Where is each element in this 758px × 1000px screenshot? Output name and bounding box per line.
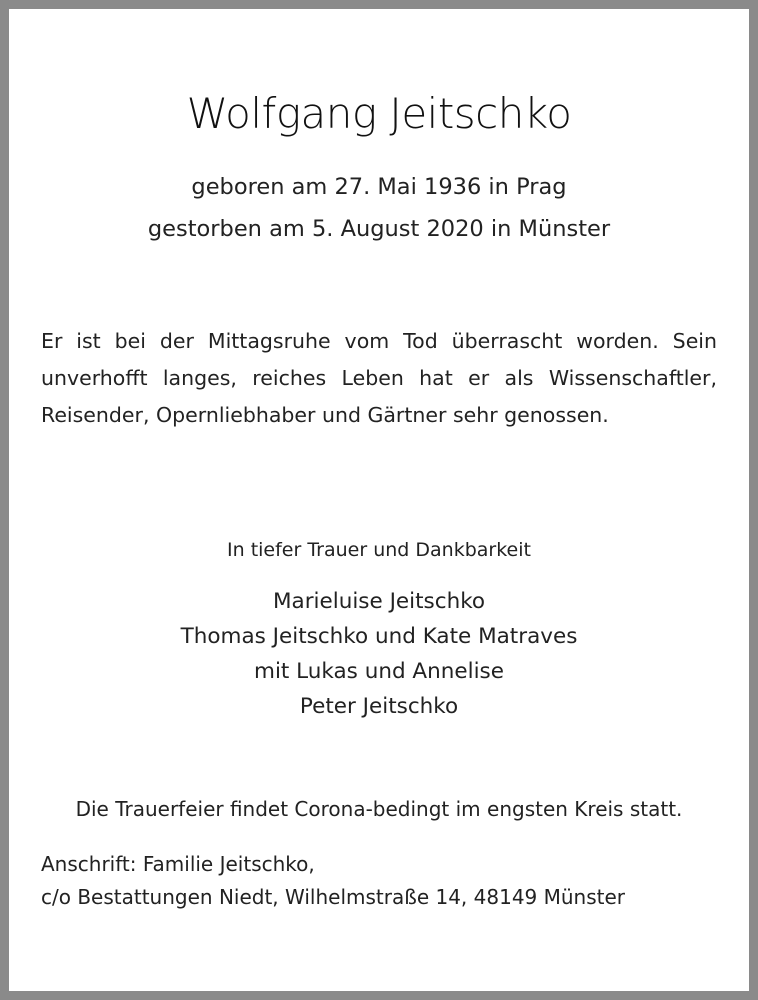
- address-line: c/o Bestattungen Niedt, Wilhelmstraße 14, 48149 Münster: [41, 885, 626, 909]
- family-member: Marieluise Jeitschko: [272, 589, 486, 614]
- birth-date-line: geboren am 27. Mai 1936 in Prag: [191, 174, 567, 200]
- obituary-text-line: unverhofft langes, reiches Leben hat er als Wissenschaftler,: [41, 366, 717, 390]
- address-line: Anschrift: Familie Jeitschko,: [41, 852, 315, 876]
- family-member: mit Lukas und Annelise: [254, 659, 504, 684]
- family-member: Thomas Jeitschko und Kate Matraves: [180, 624, 578, 649]
- deceased-name: Wolfgang Jeitschko: [186, 89, 572, 138]
- death-date-line: gestorben am 5. August 2020 in Münster: [147, 216, 611, 242]
- family-member: Peter Jeitschko: [299, 694, 459, 719]
- obituary-card: [9, 9, 749, 991]
- mourning-line: In tiefer Trauer und Dankbarkeit: [227, 539, 531, 561]
- funeral-notice: Die Trauerfeier findet Corona-bedingt im engsten Kreis statt.: [75, 797, 683, 821]
- obituary-text-line: Er ist bei der Mittagsruhe vom Tod überrascht worden. Sein: [41, 329, 717, 353]
- obituary-text-line: Reisender, Opernliebhaber und Gärtner sehr genossen.: [41, 403, 609, 427]
- obituary-text: [41, 323, 717, 434]
